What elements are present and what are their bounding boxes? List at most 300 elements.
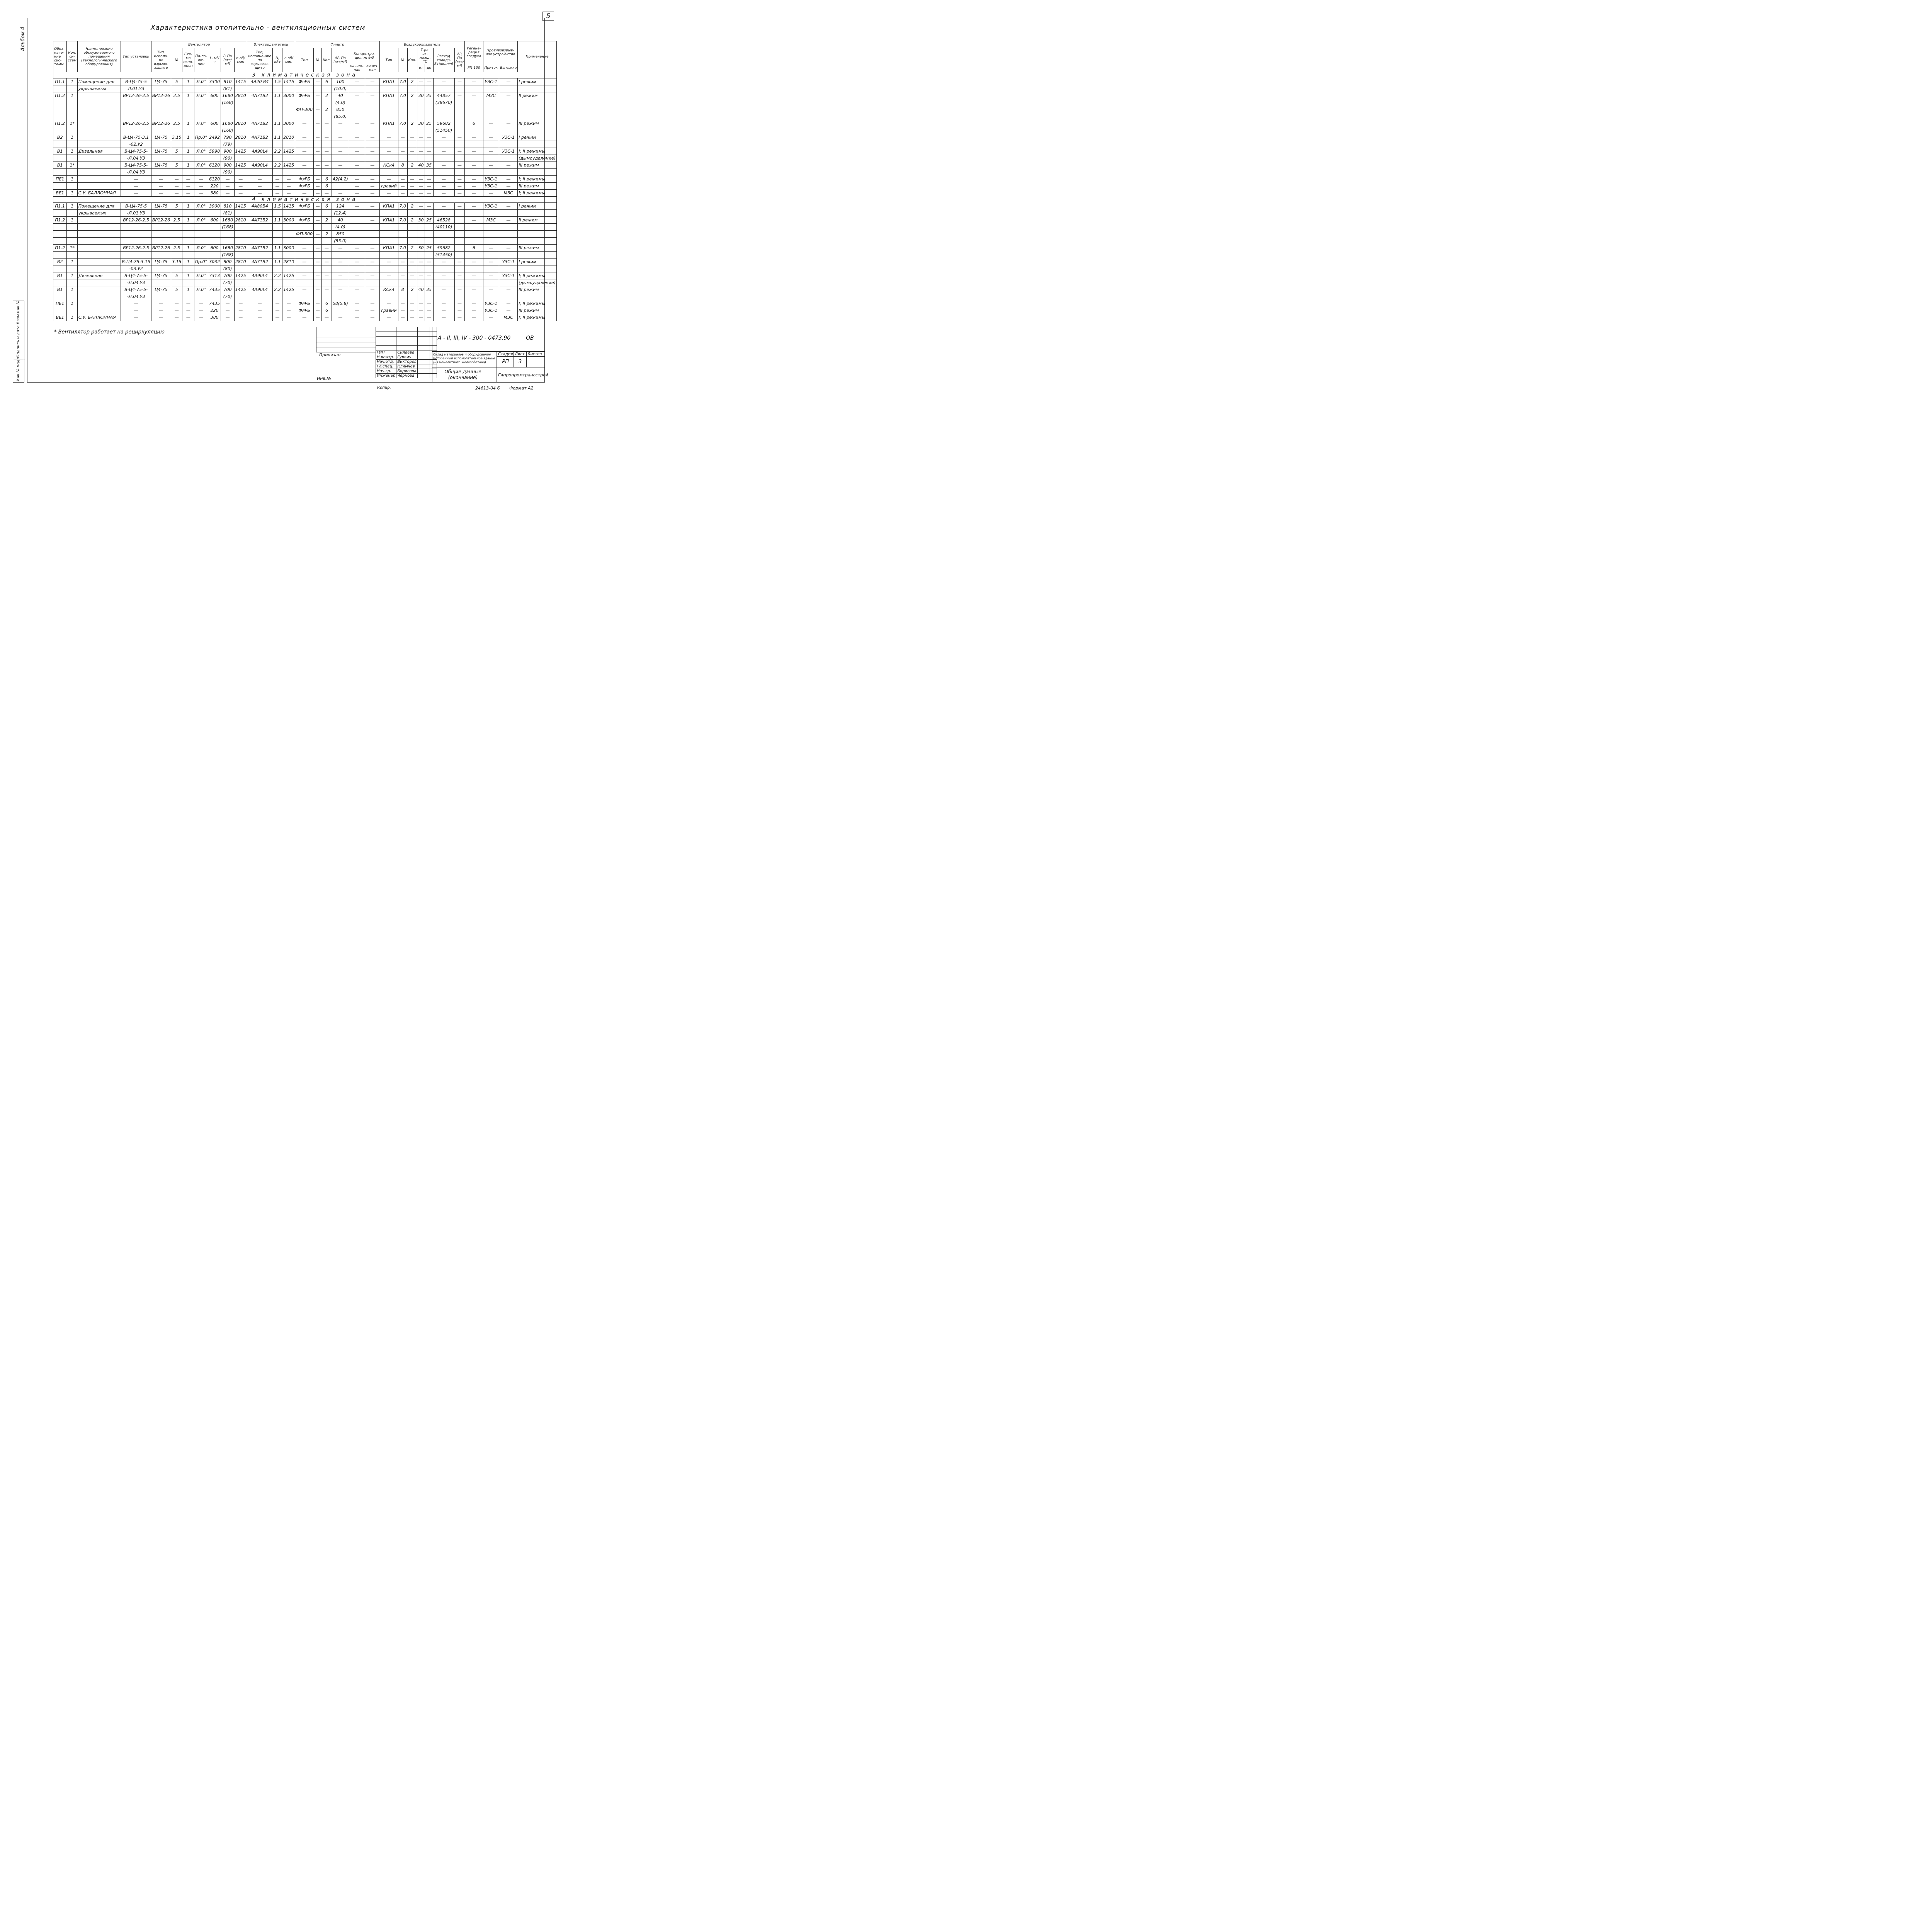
staff-row [376, 364, 437, 369]
stage-value: РП [497, 357, 514, 367]
table-cell: ВР12-26 [151, 217, 171, 224]
table-cell [77, 120, 121, 127]
table-cell: — [454, 272, 465, 279]
revision-grid [316, 327, 376, 352]
table-cell [483, 99, 499, 106]
table-cell: 2 [322, 231, 332, 238]
table-cell: Л.0° [194, 203, 208, 210]
table-cell [425, 265, 433, 272]
table-cell [407, 141, 417, 148]
table-cell [295, 252, 314, 259]
table-cell: — [349, 162, 365, 169]
table-cell [465, 99, 483, 106]
header-filter-type: Тип [295, 48, 314, 72]
table-cell [194, 99, 208, 106]
table-cell [322, 141, 332, 148]
table-cell [53, 210, 67, 217]
copied-label: Копир. [377, 386, 391, 390]
table-cell: — [182, 300, 194, 307]
table-cell: В-Ц4-75-3.15 [121, 259, 151, 265]
table-cell [53, 127, 67, 134]
privyazan-label: Привязан [319, 352, 341, 357]
header-install-type: Тип установки [121, 41, 151, 72]
table-cell [425, 141, 433, 148]
table-cell: (81) [221, 210, 235, 217]
revision-cell [316, 327, 376, 332]
table-cell [380, 106, 398, 113]
table-cell [365, 238, 380, 245]
table-cell: Помещение для [77, 78, 121, 85]
table-cell [398, 210, 407, 217]
table-cell [67, 279, 78, 286]
table-cell: Ц4-75 [151, 148, 171, 155]
table-cell: — [247, 190, 272, 197]
table-cell: — [425, 272, 433, 279]
table-cell [208, 210, 221, 217]
table-cell [171, 224, 182, 231]
table-cell: 700 [221, 272, 235, 279]
table-cell: 30 [417, 245, 425, 252]
table-cell [365, 127, 380, 134]
table-cell: (51450) [433, 252, 454, 259]
table-cell [221, 106, 235, 113]
table-cell: 44857 [433, 92, 454, 99]
table-cell [454, 85, 465, 92]
table-cell [282, 169, 295, 176]
table-cell: Дизельная [77, 272, 121, 279]
table-cell [365, 106, 380, 113]
table-cell [53, 85, 67, 92]
table-cell: — [171, 300, 182, 307]
table-cell [182, 238, 194, 245]
table-cell: 4А71В2 [247, 259, 272, 265]
table-cell [499, 169, 518, 176]
table-cell [313, 224, 321, 231]
table-cell [151, 106, 171, 113]
table-cell [365, 85, 380, 92]
table-row [53, 293, 557, 300]
signature-date-label: Подпись и дата [16, 325, 20, 357]
table-cell [417, 224, 425, 231]
table-cell: 25 [425, 217, 433, 224]
table-cell: 2492 [208, 134, 221, 141]
table-cell: (168) [221, 99, 235, 106]
table-cell [425, 252, 433, 259]
table-cell: 4А90L4 [247, 162, 272, 169]
table-cell [417, 265, 425, 272]
table-cell [349, 265, 365, 272]
table-cell: Ц4-75 [151, 134, 171, 141]
table-cell: УЗС-1 [499, 272, 518, 279]
table-cell: — [417, 176, 425, 183]
table-cell: 1415 [282, 203, 295, 210]
table-cell: III режим [518, 286, 557, 293]
table-cell [499, 252, 518, 259]
table-cell: 1 [182, 286, 194, 293]
blank-cell [376, 341, 396, 346]
table-cell: 2810 [234, 120, 247, 127]
table-cell [425, 155, 433, 162]
table-cell [121, 99, 151, 106]
table-cell: 1425 [282, 272, 295, 279]
table-cell: 6 [465, 245, 483, 252]
table-cell: — [499, 203, 518, 210]
table-cell [425, 127, 433, 134]
table-cell [53, 279, 67, 286]
table-cell: 850 [332, 231, 349, 238]
table-cell: 1 [67, 92, 78, 99]
table-cell: 1 [67, 78, 78, 85]
table-cell: — [398, 259, 407, 265]
table-cell: — [313, 314, 321, 321]
table-cell: — [349, 272, 365, 279]
table-cell [454, 265, 465, 272]
table-cell [67, 155, 78, 162]
table-cell: — [433, 300, 454, 307]
table-cell [194, 279, 208, 286]
table-cell [194, 141, 208, 148]
table-cell [349, 279, 365, 286]
table-cell: 2 [407, 245, 417, 252]
table-cell [77, 293, 121, 300]
table-cell: — [171, 307, 182, 314]
header-fan-n: n об/мин [234, 48, 247, 72]
header-motor-N: N, кВт [272, 48, 282, 72]
table-cell: — [365, 92, 380, 99]
table-cell [454, 238, 465, 245]
table-cell [322, 127, 332, 134]
table-cell: — [417, 190, 425, 197]
header-cooler-dp: ΔP, Па (кгс/м²) [454, 48, 465, 72]
table-cell: 40 [332, 217, 349, 224]
table-row [53, 245, 557, 252]
table-cell: 7435 [208, 286, 221, 293]
table-cell: — [433, 259, 454, 265]
table-cell: 2 [322, 106, 332, 113]
table-cell: Пр.0° [194, 134, 208, 141]
table-cell: 1425 [282, 162, 295, 169]
table-cell: 1* [67, 162, 78, 169]
table-cell: 7.0 [398, 245, 407, 252]
blank-cell [376, 346, 396, 350]
table-cell: — [121, 190, 151, 197]
table-cell [272, 293, 282, 300]
inv-no-label: Инв.№ [317, 376, 331, 381]
table-cell [171, 279, 182, 286]
table-cell: — [365, 176, 380, 183]
table-cell: 1 [182, 245, 194, 252]
table-cell: КПА1 [380, 217, 398, 224]
table-cell [67, 141, 78, 148]
table-row [53, 259, 557, 265]
table-cell [151, 224, 171, 231]
table-cell: — [332, 272, 349, 279]
table-cell: 4А71В2 [247, 245, 272, 252]
table-cell: — [313, 176, 321, 183]
table-cell: 2.2 [272, 272, 282, 279]
object-name: Склад материалов и оборудования Встроенный вспомогательное здание (из монолитного железобетона) [432, 352, 497, 367]
table-cell [182, 106, 194, 113]
table-cell [151, 238, 171, 245]
table-cell: — [465, 134, 483, 141]
blank-cell [417, 337, 430, 341]
table-cell: 2 [322, 217, 332, 224]
table-cell [365, 155, 380, 162]
table-cell: 900 [221, 148, 235, 155]
table-cell [465, 210, 483, 217]
table-cell: 8 [398, 162, 407, 169]
table-cell [417, 252, 425, 259]
table-cell [433, 141, 454, 148]
table-cell: — [433, 286, 454, 293]
table-cell: — [295, 162, 314, 169]
table-cell: — [398, 176, 407, 183]
table-cell: (дымоудаление) [518, 279, 557, 286]
table-cell [322, 85, 332, 92]
table-cell [380, 279, 398, 286]
table-cell [465, 106, 483, 113]
table-cell: -03.У2 [121, 265, 151, 272]
table-cell: — [499, 217, 518, 224]
table-cell: — [433, 176, 454, 183]
table-cell: 790 [221, 134, 235, 141]
table-cell [67, 99, 78, 106]
table-cell: 5 [171, 203, 182, 210]
table-cell: — [407, 183, 417, 190]
table-cell [433, 169, 454, 176]
table-cell [518, 224, 557, 231]
table-cell: Ц4-75 [151, 78, 171, 85]
table-row [53, 78, 557, 85]
table-cell [67, 238, 78, 245]
left-stamp-strip [13, 301, 24, 383]
table-cell [465, 169, 483, 176]
table-cell [272, 127, 282, 134]
table-cell: — [365, 245, 380, 252]
table-cell: ВЕ1 [53, 314, 67, 321]
table-cell: (70) [221, 279, 235, 286]
table-cell: 6 [322, 203, 332, 210]
table-cell [151, 265, 171, 272]
table-cell [151, 210, 171, 217]
table-cell: — [454, 134, 465, 141]
table-cell [194, 238, 208, 245]
table-cell: 1.1 [272, 259, 282, 265]
table-cell: 2 [407, 120, 417, 127]
table-cell: 600 [208, 245, 221, 252]
table-cell: В-Ц4-75-5 [121, 78, 151, 85]
table-cell [417, 169, 425, 176]
table-cell [433, 85, 454, 92]
table-cell [483, 238, 499, 245]
table-cell [398, 106, 407, 113]
table-cell: — [349, 183, 365, 190]
table-cell: — [322, 259, 332, 265]
table-cell [194, 252, 208, 259]
table-cell: 2810 [282, 259, 295, 265]
table-cell [234, 113, 247, 120]
table-cell: — [417, 307, 425, 314]
table-cell [247, 85, 272, 92]
table-cell: — [322, 314, 332, 321]
table-cell [483, 265, 499, 272]
table-cell [77, 155, 121, 162]
table-cell [454, 141, 465, 148]
table-cell: — [282, 183, 295, 190]
table-cell: — [349, 300, 365, 307]
table-cell: 30 [417, 217, 425, 224]
blank-cell [376, 327, 396, 332]
table-cell [518, 265, 557, 272]
table-cell: III режим [518, 245, 557, 252]
table-cell: — [380, 148, 398, 155]
table-cell [77, 286, 121, 293]
table-cell: 8 [398, 286, 407, 293]
table-cell [425, 106, 433, 113]
table-cell [365, 224, 380, 231]
table-cell [77, 141, 121, 148]
table-cell [380, 85, 398, 92]
doc-title: Общие данные (окончание) [444, 369, 481, 380]
header-designation: Обоз-наче-ние сис-темы [53, 41, 67, 72]
header-room: Наименование обслуживаемого помещения (технологи-ческого оборудования) [77, 41, 121, 72]
footnote: * Вентилятор работает на рециркуляцию [54, 329, 165, 335]
table-cell: — [295, 286, 314, 293]
table-cell: 3000 [282, 120, 295, 127]
table-cell [272, 155, 282, 162]
table-cell [380, 265, 398, 272]
table-cell: 6120 [208, 162, 221, 169]
table-cell [182, 141, 194, 148]
table-cell [417, 210, 425, 217]
table-cell: 5 [171, 272, 182, 279]
table-cell: — [398, 148, 407, 155]
table-cell: — [171, 314, 182, 321]
table-cell [349, 293, 365, 300]
table-cell: 600 [208, 120, 221, 127]
blank-cell [396, 332, 418, 337]
table-cell: — [247, 176, 272, 183]
table-cell: — [349, 245, 365, 252]
table-row [53, 224, 557, 231]
table-cell: 7313 [208, 272, 221, 279]
table-cell [407, 106, 417, 113]
table-cell [407, 169, 417, 176]
table-cell [499, 238, 518, 245]
table-cell: 7.0 [398, 203, 407, 210]
table-row [53, 272, 557, 279]
table-cell [332, 307, 349, 314]
vzam-label: Взам.инв.№ [16, 300, 20, 324]
table-cell: В1 [53, 286, 67, 293]
table-cell [208, 155, 221, 162]
header-conc-start: началь-ная [349, 64, 365, 72]
table-cell [53, 169, 67, 176]
table-cell [53, 141, 67, 148]
table-cell: 3300 [208, 78, 221, 85]
table-cell: — [313, 245, 321, 252]
table-cell [483, 224, 499, 231]
table-cell: — [398, 183, 407, 190]
table-cell [398, 224, 407, 231]
table-cell [407, 231, 417, 238]
zone3-rows [53, 78, 557, 197]
table-cell: I режим [518, 78, 557, 85]
table-cell [398, 265, 407, 272]
table-cell: В2 [53, 134, 67, 141]
table-cell: — [499, 300, 518, 307]
table-cell: Л.0° [194, 148, 208, 155]
table-cell: Ц4-75 [151, 259, 171, 265]
table-row [53, 210, 557, 217]
table-cell: КПА1 [380, 203, 398, 210]
table-cell: КПА1 [380, 120, 398, 127]
staff-role: Нач.отд. [376, 360, 396, 364]
table-cell [247, 231, 272, 238]
table-cell [282, 265, 295, 272]
table-cell: — [483, 245, 499, 252]
table-cell [171, 113, 182, 120]
staff-row [376, 369, 437, 374]
table-cell [67, 224, 78, 231]
table-cell [313, 113, 321, 120]
table-cell [194, 127, 208, 134]
table-cell: 3032 [208, 259, 221, 265]
table-cell: ВР12-26 [151, 92, 171, 99]
table-cell [247, 127, 272, 134]
table-cell [407, 293, 417, 300]
table-cell: III режим [518, 162, 557, 169]
staff-row [376, 360, 437, 364]
header-cooler-to: до [425, 64, 433, 72]
table-cell: 1 [67, 286, 78, 293]
table-cell: 35 [425, 286, 433, 293]
staff-row [376, 350, 437, 355]
stage-grid [497, 352, 545, 367]
table-cell: — [417, 272, 425, 279]
table-cell: — [483, 162, 499, 169]
header-filter: Фильтр [295, 41, 380, 48]
table-cell: УЗС-1 [483, 307, 499, 314]
table-cell [247, 279, 272, 286]
table-cell [77, 127, 121, 134]
table-cell [433, 279, 454, 286]
table-cell: 6 [322, 307, 332, 314]
table-cell: (80) [221, 265, 235, 272]
table-cell: — [499, 307, 518, 314]
table-cell [77, 224, 121, 231]
header-fan: Вентилятор [151, 41, 247, 48]
table-cell [234, 224, 247, 231]
table-cell [499, 127, 518, 134]
table-cell: П1.2 [53, 92, 67, 99]
table-cell [53, 231, 67, 238]
table-cell: — [425, 300, 433, 307]
table-cell [313, 99, 321, 106]
table-cell [465, 238, 483, 245]
table-cell: 1.1 [272, 217, 282, 224]
table-cell: — [499, 78, 518, 85]
table-cell [295, 210, 314, 217]
table-cell [365, 279, 380, 286]
table-cell: — [313, 231, 321, 238]
table-cell [208, 141, 221, 148]
table-row [53, 265, 557, 272]
table-cell [295, 99, 314, 106]
table-cell: — [151, 307, 171, 314]
table-cell: 4А90L4 [247, 272, 272, 279]
table-cell [365, 141, 380, 148]
